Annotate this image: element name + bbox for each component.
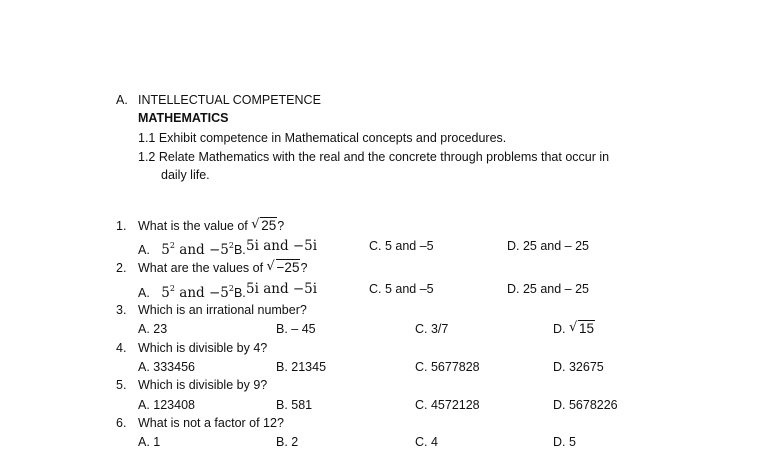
square-root: √ 25: [251, 217, 277, 233]
question-2-number: 2.: [116, 261, 127, 275]
objective-1: 1.1 Exhibit competence in Mathematical concepts and procedures.: [138, 131, 507, 145]
question-5-choice-b: B. 581: [276, 398, 313, 412]
question-1-choice-b: 5i and −5i: [246, 238, 318, 254]
question-4-text: Which is divisible by 4?: [138, 341, 268, 355]
question-4-choice-b: B. 21345: [276, 360, 327, 374]
question-6-text: What is not a factor of 12?: [138, 416, 284, 430]
question-3-choice-d: D. √ 15: [553, 320, 595, 336]
question-6-number: 6.: [116, 416, 127, 430]
question-6-choice-a: A. 1: [138, 435, 161, 449]
question-6-choice-c: C. 4: [415, 435, 438, 449]
section-title: INTELLECTUAL COMPETENCE: [138, 93, 321, 107]
question-1-number: 1.: [116, 219, 127, 233]
question-1-choice-c: C. 5 and –5: [369, 239, 434, 253]
square-root: √ −25: [266, 259, 300, 275]
subject-heading: MATHEMATICS: [138, 111, 229, 125]
question-3-choice-c: C. 3/7: [415, 322, 449, 336]
question-1-choice-d: D. 25 and – 25: [507, 239, 590, 253]
question-4-choice-d: D. 32675: [553, 360, 604, 374]
question-5-choice-c: C. 4572128: [415, 398, 480, 412]
question-5-number: 5.: [116, 378, 127, 392]
question-3-text: Which is an irrational number?: [138, 303, 307, 317]
question-6-choice-d: D. 5: [553, 435, 576, 449]
question-5-choice-d: D. 5678226: [553, 398, 618, 412]
question-3-number: 3.: [116, 303, 127, 317]
question-3-choice-b: B. – 45: [276, 322, 316, 336]
section-letter: A.: [116, 93, 128, 107]
question-6-choice-b: B. 2: [276, 435, 299, 449]
question-5-choice-a: A. 123408: [138, 398, 195, 412]
question-2-choice-a: A. $5^2$ and $-5^2B$.: [138, 284, 246, 301]
square-root: √ 15: [568, 320, 595, 336]
question-4-choice-c: C. 5677828: [415, 360, 480, 374]
question-1-text: What is the value of √ 25?: [138, 217, 285, 233]
question-2-choice-b: 5i and −5i: [246, 281, 318, 297]
question-3-choice-a: A. 23: [138, 322, 168, 336]
question-1-choice-a: A. $5^2$ and $-5^2B$.: [138, 241, 246, 258]
objective-2-line-2: daily life.: [161, 168, 210, 182]
question-4-number: 4.: [116, 341, 127, 355]
question-2-choice-c: C. 5 and –5: [369, 282, 434, 296]
question-2-choice-d: D. 25 and – 25: [507, 282, 590, 296]
question-5-text: Which is divisible by 9?: [138, 378, 268, 392]
objective-2-line-1: 1.2 Relate Mathematics with the real and the concrete through problems that occur in: [138, 150, 610, 164]
question-4-choice-a: A. 333456: [138, 360, 195, 374]
question-2-text: What are the values of √ −25?: [138, 259, 308, 275]
